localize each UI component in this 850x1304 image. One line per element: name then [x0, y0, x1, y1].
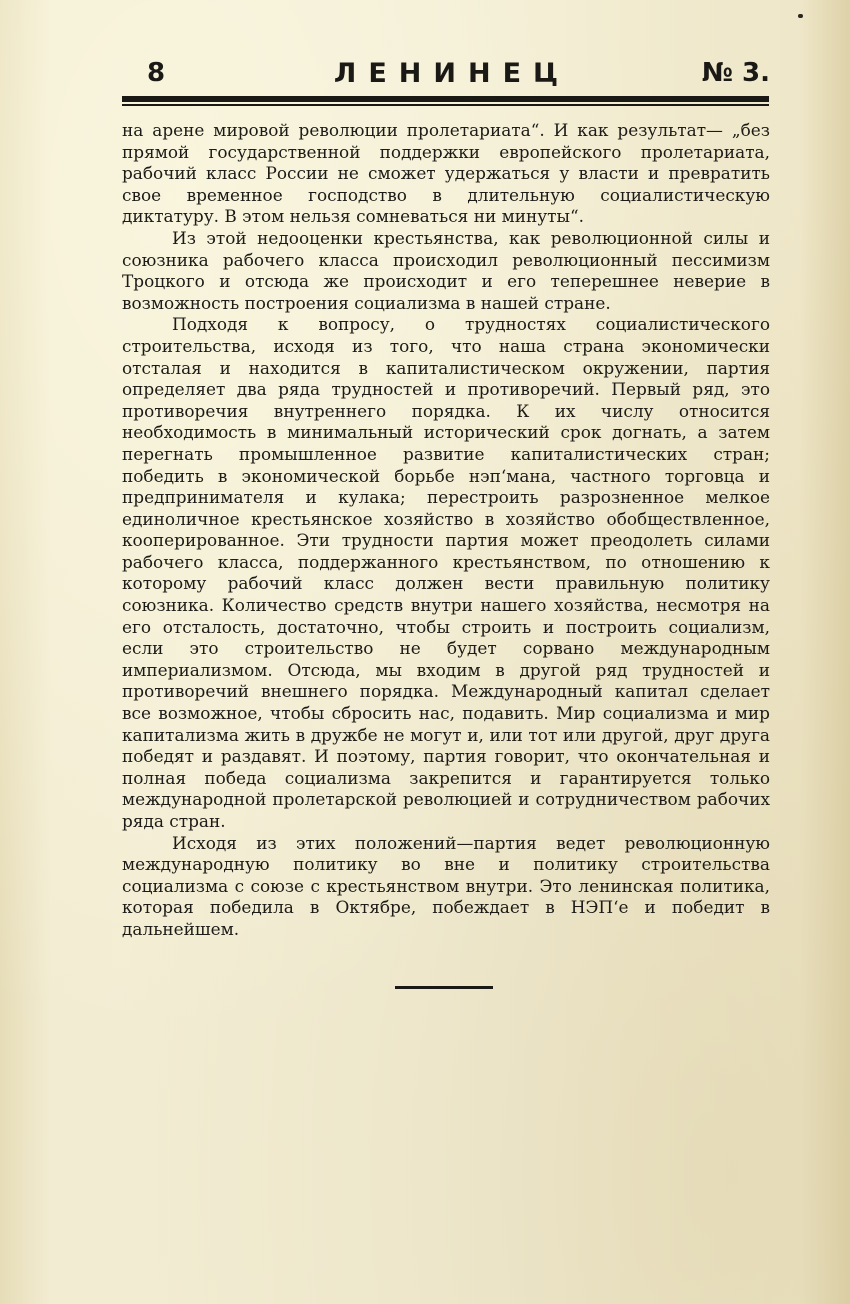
header-rule-thin [122, 104, 769, 106]
article-body [122, 120, 770, 941]
page-number: 8 [147, 58, 166, 88]
article-end-rule [395, 986, 493, 989]
issue-number: № 3. [701, 58, 770, 88]
paragraph: Подходя к вопросу, о трудностях социалистического строительства, исходя из того, что наша страна экономически отсталая и находится в капиталистическом окружении, партия определяет два ряда трудностей и противоречий. Первый ряд, это противоречия внутреннего порядка. К их числу относится необходимость в минимальный исторический срок догнать, а затем перегнать промышленное развитие капиталистических стран; победить в экономической борьбе нэп‘мана, частного торговца и предпринимателя и кулака; перестроить разрозненное мелкое единоличное крестьянское хозяйство в хозяйство обобществленное, кооперированное. Эти трудности партия может преодолеть силами рабочего класса, поддержанного крестьянством, по отношению к которому рабочий класс должен вести правильную политику союзника. Количество средств внутри нашего хозяйства, несмотря на его отсталость, достаточно, чтобы строить и построить социализм, если это строительство не будет сорвано международным империализмом. Отсюда, мы входим в другой ряд трудностей и противоречий внешнего порядка. Международный капитал сделает все возможное, чтобы сбросить нас, подавить. Мир социализма и мир капитализма жить в дружбе не могут и, или тот или другой, друг друга победят и раздавят. И поэтому, партия говорит, что окончательная и полная победа социализма закрепится и гарантируется только международной пролетарской революцией и сотрудничеством рабочих ряда стран. [122, 314, 770, 831]
paragraph-continued: на арене мировой революции пролетариата“. И как результат— „без прямой государственной поддержки европейского пролетариата, рабочий класс России не сможет удержаться у власти и превратить свое временное господство в длительную социалистическую диктатуру. В этом нельзя сомневаться ни минуты“. [122, 120, 770, 227]
paragraph: Из этой недооценки крестьянства, как революционной силы и союзника рабочего класса происходил революционный пессимизм Троцкого и отсюда же происходит и его теперешнее неверие в возможность построения социализма в нашей стране. [122, 227, 770, 313]
masthead [122, 56, 770, 96]
ink-speck [798, 14, 803, 18]
newspaper-title: ЛЕНИНЕЦ [333, 58, 571, 89]
paragraph: Исходя из этих положений—партия ведет революционную международную политику во вне и политику строительства социализма с союзе с крестьянством внутри. Это ленинская политика, которая победила в Октябре, побеждает в НЭП‘е и победит в дальнейшем. [122, 832, 770, 939]
header-rule-thick [122, 96, 769, 102]
